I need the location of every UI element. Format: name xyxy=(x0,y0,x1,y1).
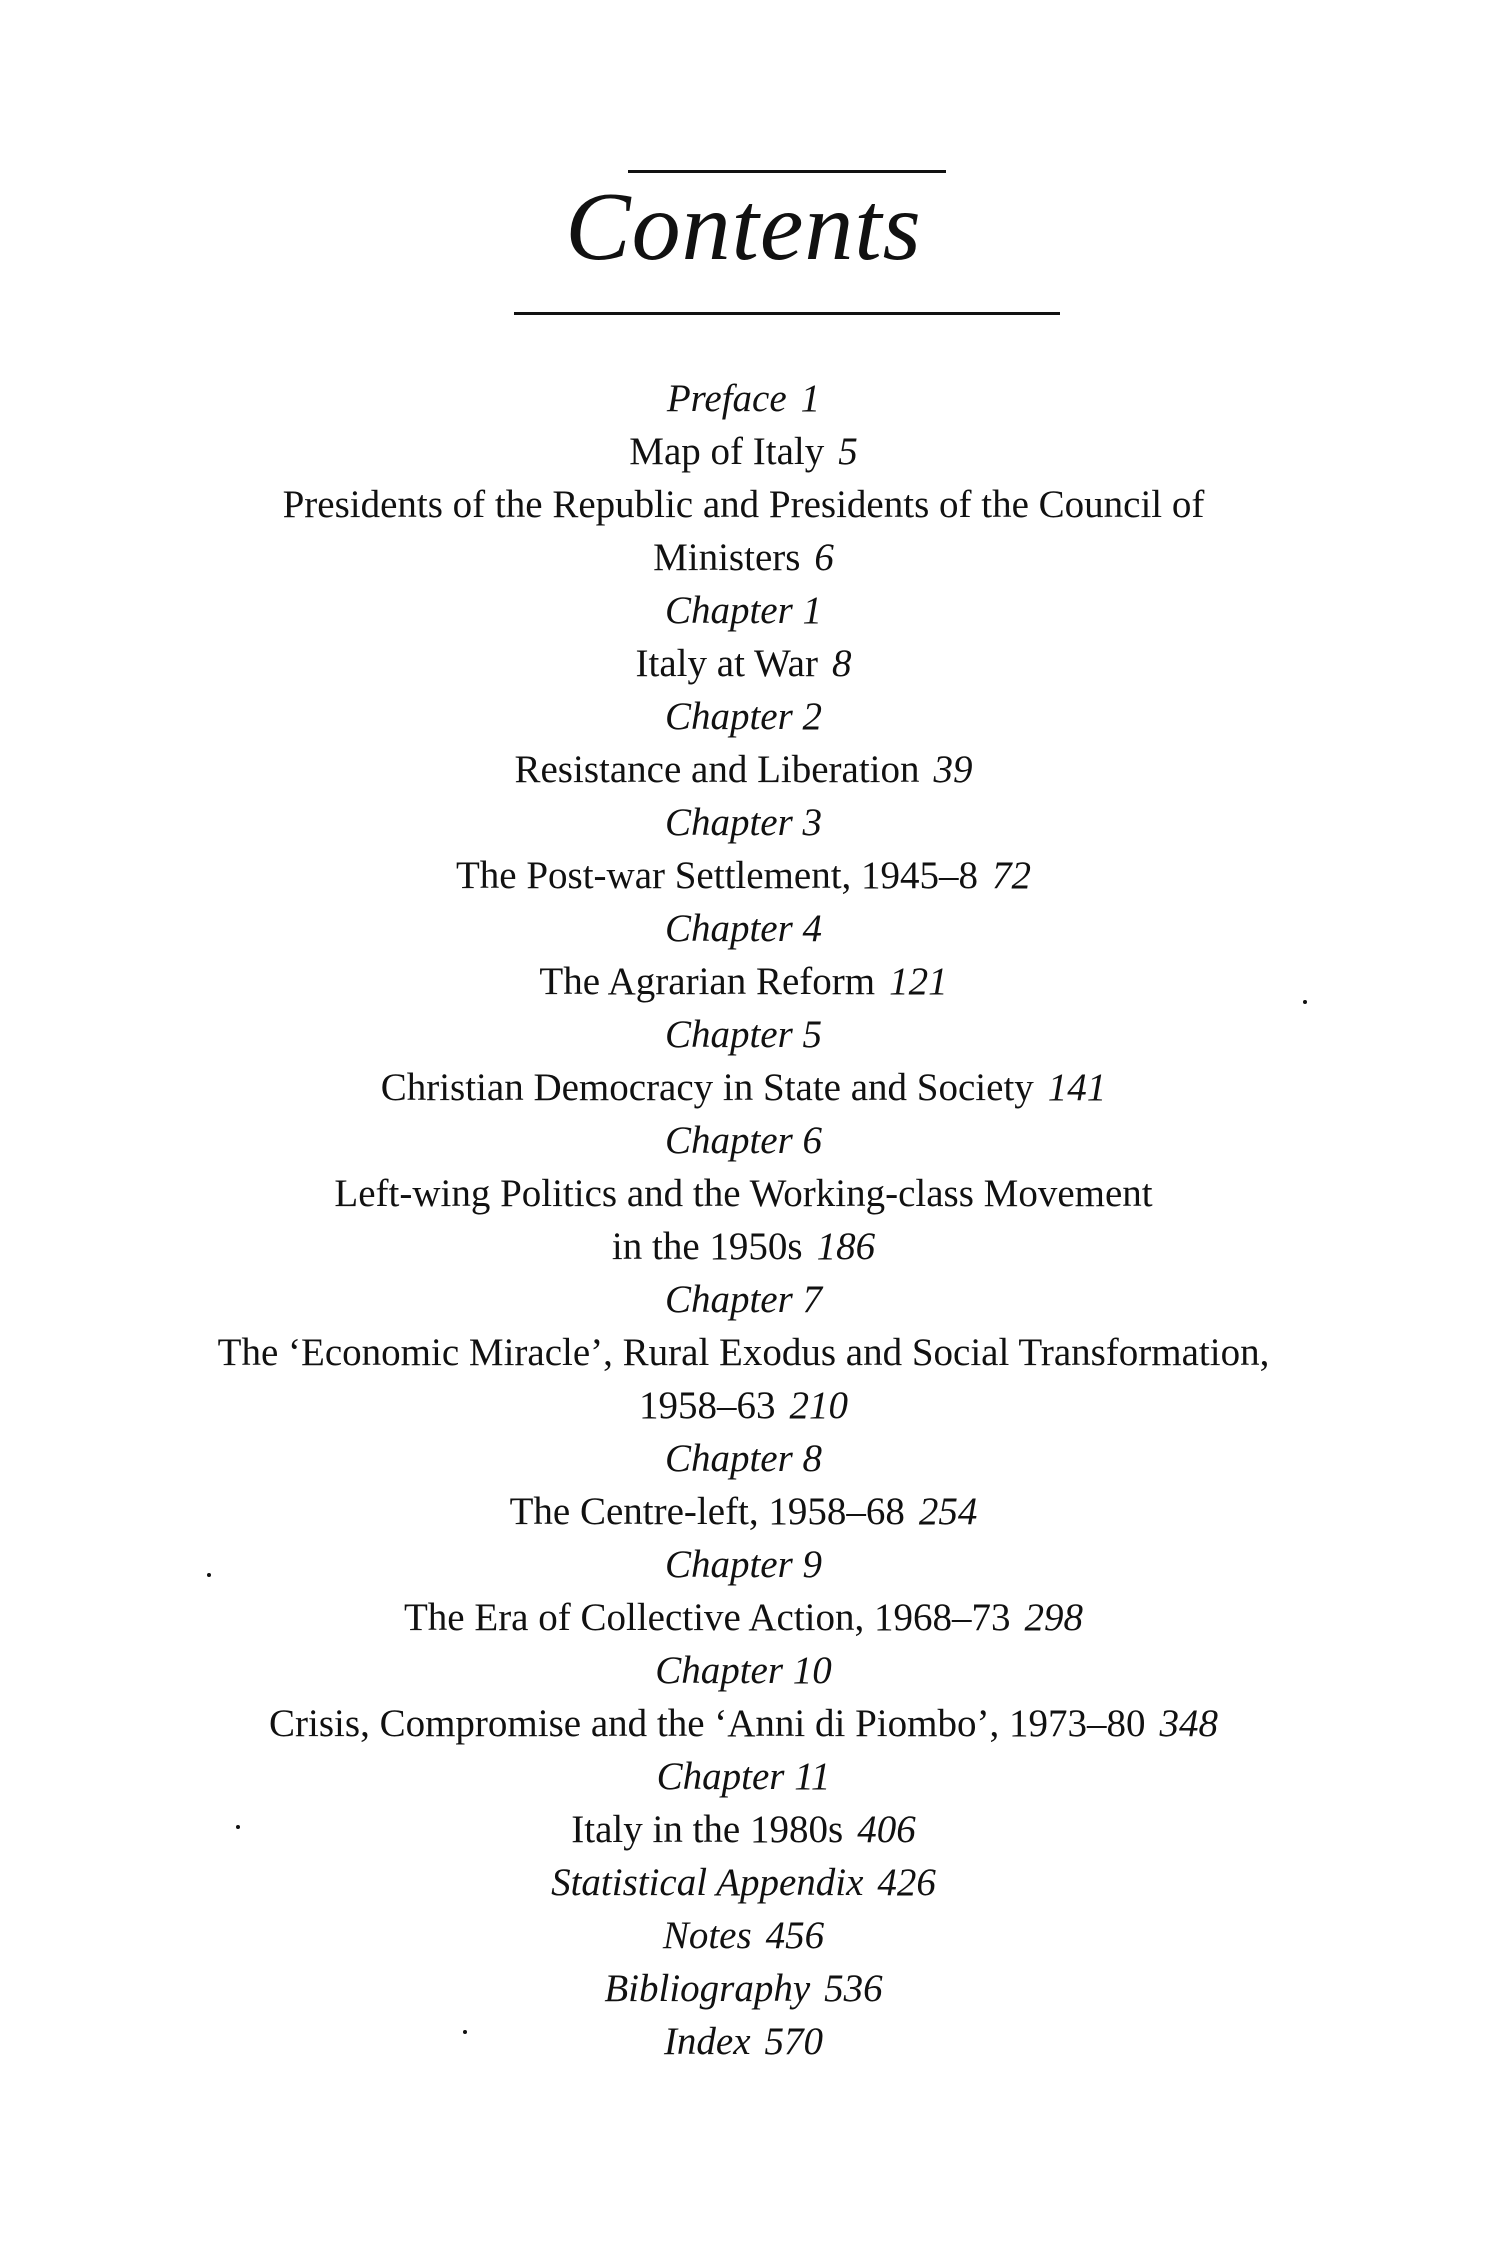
print-speck xyxy=(207,1573,211,1577)
print-speck xyxy=(463,2030,467,2034)
toc-entry-label: Map of Italy xyxy=(629,430,825,473)
toc-chapter-11[interactable] xyxy=(0,1750,1487,1856)
chapter-title: Resistance and Liberation xyxy=(514,748,920,791)
toc-page-number: 8 xyxy=(831,642,852,685)
toc-page-number: 72 xyxy=(992,854,1032,897)
toc-chapter-4[interactable] xyxy=(0,902,1487,1008)
toc-page-number: 570 xyxy=(764,2020,824,2063)
chapter-title-line2: in the 1950s xyxy=(611,1225,803,1268)
toc-page-number: 210 xyxy=(789,1384,848,1427)
print-speck xyxy=(1303,1000,1307,1004)
chapter-title-line1: The ‘Economic Miracle’, Rural Exodus and Social Transformation, xyxy=(217,1331,1270,1374)
chapter-label: Chapter 11 xyxy=(656,1755,831,1798)
toc-chapter-9[interactable] xyxy=(0,1538,1487,1644)
toc-page-number: 141 xyxy=(1047,1066,1107,1109)
chapter-label: Chapter 6 xyxy=(664,1119,823,1162)
chapter-label: Chapter 1 xyxy=(664,589,823,632)
toc-chapter-2[interactable] xyxy=(0,690,1487,796)
toc-page-number: 1 xyxy=(800,377,821,420)
toc-entry-preface[interactable] xyxy=(0,372,1487,425)
chapter-label: Chapter 4 xyxy=(664,907,823,950)
page-title: Contents xyxy=(565,173,922,281)
print-speck xyxy=(236,1825,240,1829)
chapter-title: The Post-war Settlement, 1945–8 xyxy=(455,854,979,897)
toc-page-number: 426 xyxy=(877,1861,936,1904)
chapter-label: Chapter 8 xyxy=(664,1437,823,1480)
chapter-title: The Centre-left, 1958–68 xyxy=(509,1490,905,1533)
toc-chapter-5[interactable] xyxy=(0,1008,1487,1114)
toc-entry-label: Preface xyxy=(666,377,787,420)
toc-page-number: 406 xyxy=(857,1808,916,1851)
chapter-label: Chapter 3 xyxy=(664,801,823,844)
toc-entry-label: Bibliography xyxy=(604,1967,811,2010)
chapter-title: The Agrarian Reform xyxy=(539,960,876,1003)
chapter-label: Chapter 7 xyxy=(664,1278,823,1321)
toc-entry-presidents[interactable] xyxy=(0,478,1487,584)
chapter-title-line2: 1958–63 xyxy=(639,1384,776,1427)
toc-page-number: 121 xyxy=(889,960,948,1003)
toc-page-number: 39 xyxy=(933,748,973,791)
chapter-label: Chapter 9 xyxy=(664,1543,823,1586)
toc-chapter-8[interactable] xyxy=(0,1432,1487,1538)
chapter-label: Chapter 2 xyxy=(664,695,823,738)
toc-entry-label: Index xyxy=(663,2020,751,2063)
toc-chapter-7[interactable] xyxy=(0,1273,1487,1432)
toc-chapter-1[interactable] xyxy=(0,584,1487,690)
chapter-title: Christian Democracy in State and Society xyxy=(380,1066,1034,1109)
chapter-title: Italy at War xyxy=(635,642,818,685)
toc-entry-label: Notes xyxy=(662,1914,752,1957)
toc-entry-statistical-appendix[interactable] xyxy=(0,1856,1487,1909)
title-rule-bottom xyxy=(514,312,1060,315)
table-of-contents xyxy=(0,372,1487,2068)
toc-entry-index[interactable] xyxy=(0,2015,1487,2068)
toc-chapter-10[interactable] xyxy=(0,1644,1487,1750)
chapter-title: The Era of Collective Action, 1968–73 xyxy=(403,1596,1011,1639)
chapter-title-line1: Left-wing Politics and the Working-class Movement xyxy=(334,1172,1153,1215)
toc-page-number: 536 xyxy=(824,1967,883,2010)
toc-chapter-6[interactable] xyxy=(0,1114,1487,1273)
toc-entry-label-line1: Presidents of the Republic and Presidents of the Council of xyxy=(282,483,1205,526)
toc-entry-map[interactable] xyxy=(0,425,1487,478)
toc-page-number: 348 xyxy=(1159,1702,1218,1745)
toc-chapter-3[interactable] xyxy=(0,796,1487,902)
toc-page-number: 186 xyxy=(816,1225,876,1268)
toc-entry-notes[interactable] xyxy=(0,1909,1487,1962)
toc-page-number: 456 xyxy=(765,1914,825,1957)
chapter-title: Crisis, Compromise and the ‘Anni di Piombo’, 1973–80 xyxy=(269,1702,1146,1745)
toc-page-number: 5 xyxy=(838,430,858,473)
toc-page-number: 254 xyxy=(918,1490,978,1533)
chapter-title: Italy in the 1980s xyxy=(571,1808,844,1851)
toc-entry-bibliography[interactable] xyxy=(0,1962,1487,2015)
toc-entry-label: Statistical Appendix xyxy=(551,1861,864,1904)
toc-page-number: 6 xyxy=(814,536,834,579)
toc-page-number: 298 xyxy=(1024,1596,1084,1639)
chapter-label: Chapter 10 xyxy=(655,1649,832,1692)
toc-entry-label-line2: Ministers xyxy=(653,536,801,579)
chapter-label: Chapter 5 xyxy=(664,1013,823,1056)
